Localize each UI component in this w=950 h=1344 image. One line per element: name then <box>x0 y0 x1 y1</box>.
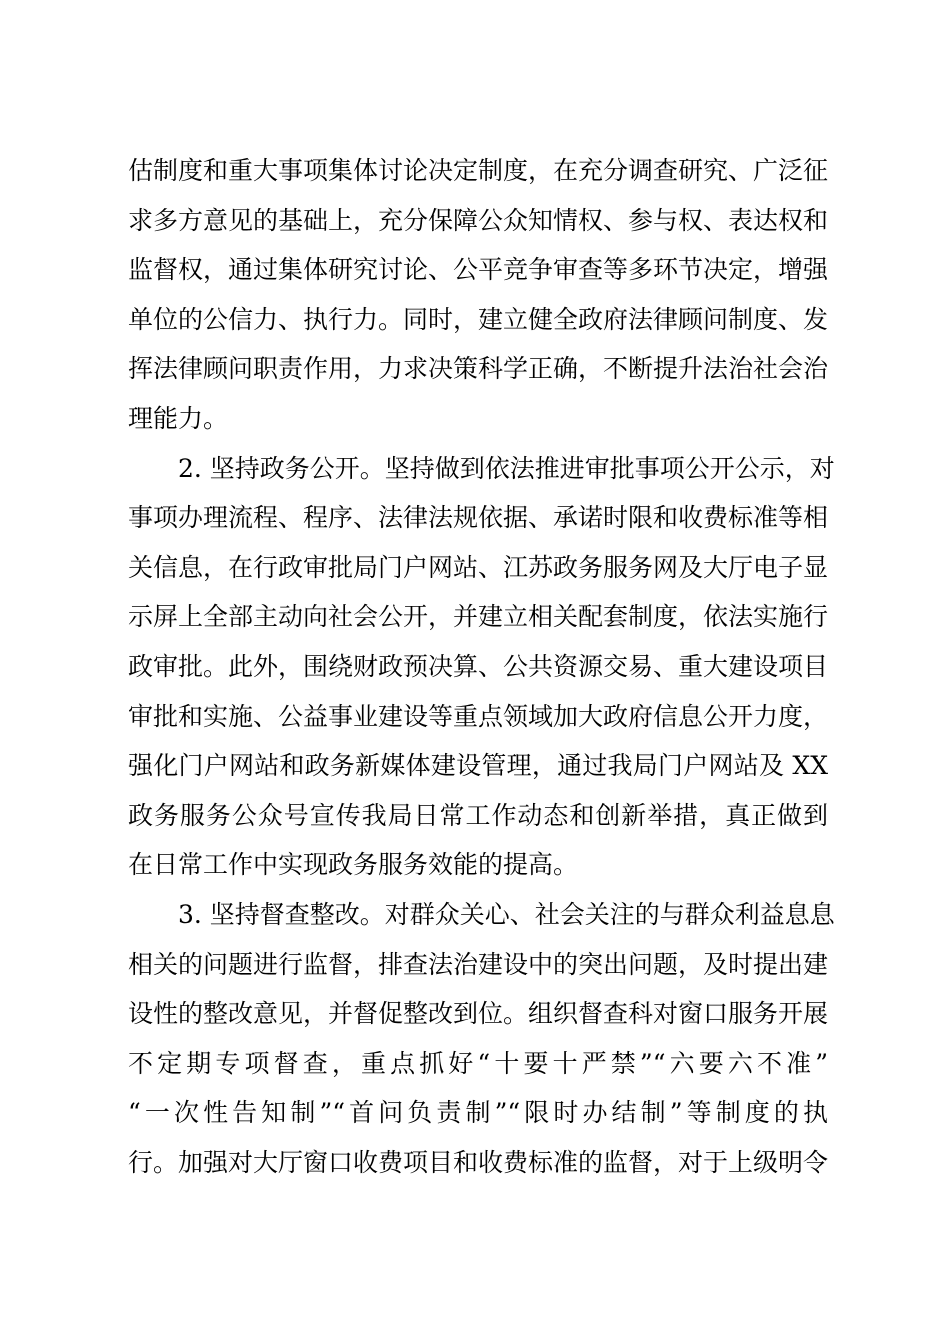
paragraph-line: 监督权，通过集体研究讨论、公平竞争审查等多环节决定，增强 <box>128 255 829 285</box>
paragraph-line: 估制度和重大事项集体讨论决定制度，在充分调查研究、广泛征 <box>128 156 829 185</box>
paragraph-line: 行。加强对大厅窗口收费项目和收费标准的监督，对于上级明令 <box>128 1147 829 1177</box>
paragraph-line: 相关的问题进行监督，排查法治建设中的突出问题，及时提出建 <box>128 949 829 979</box>
paragraph-line: 强化门户网站和政务新媒体建设管理，通过我局门户网站及 XX <box>128 751 828 781</box>
paragraph-line: 政务服务公众号宣传我局日常工作动态和创新举措，真正做到 <box>128 800 828 830</box>
paragraph-line: 单位的公信力、执行力。同时，建立健全政府法律顾问制度、发 <box>128 304 829 334</box>
paragraph-line: 事项办理流程、程序、法律法规依据、承诺时限和收费标准等相 <box>128 503 829 533</box>
document-body <box>128 146 835 1187</box>
paragraph-line: 挥法律顾问职责作用，力求决策科学正确，不断提升法治社会治 <box>128 354 829 384</box>
paragraph-line: 政审批。此外，围绕财政预决算、公共资源交易、重大建设项目 <box>128 651 829 681</box>
paragraph-line: 求多方意见的基础上，充分保障公众知情权、参与权、表达权和 <box>128 205 829 235</box>
paragraph-line: 示屏上全部主动向社会公开，并建立相关配套制度，依法实施行 <box>128 602 829 632</box>
paragraph-line: 审批和实施、公益事业建设等重点领域加大政府信息公开力度， <box>128 701 829 731</box>
paragraph-3 <box>128 890 835 1188</box>
paragraph-line: “一次性告知制”“首问负责制”“限时办结制”等制度的执 <box>128 1098 828 1128</box>
paragraph-line: 关信息，在行政审批局门户网站、江苏政务服务网及大厅电子显 <box>128 552 829 582</box>
paragraph-2 <box>128 444 835 890</box>
paragraph-line: 理能力。 <box>128 403 229 433</box>
paragraph-1 <box>128 146 828 444</box>
paragraph-line: 在日常工作中实现政务服务效能的提高。 <box>128 850 579 880</box>
paragraph-heading-line: 2. 坚持政务公开。坚持做到依法推进审批事项公开公示，对 <box>178 453 835 483</box>
paragraph-line: 不定期专项督查，重点抓好“十要十严禁”“六要六不准” <box>128 1048 828 1078</box>
paragraph-heading-line: 3. 坚持督查整改。对群众关心、社会关注的与群众利益息息 <box>178 899 835 929</box>
paragraph-line: 设性的整改意见，并督促整改到位。组织督查科对窗口服务开展 <box>128 999 829 1029</box>
